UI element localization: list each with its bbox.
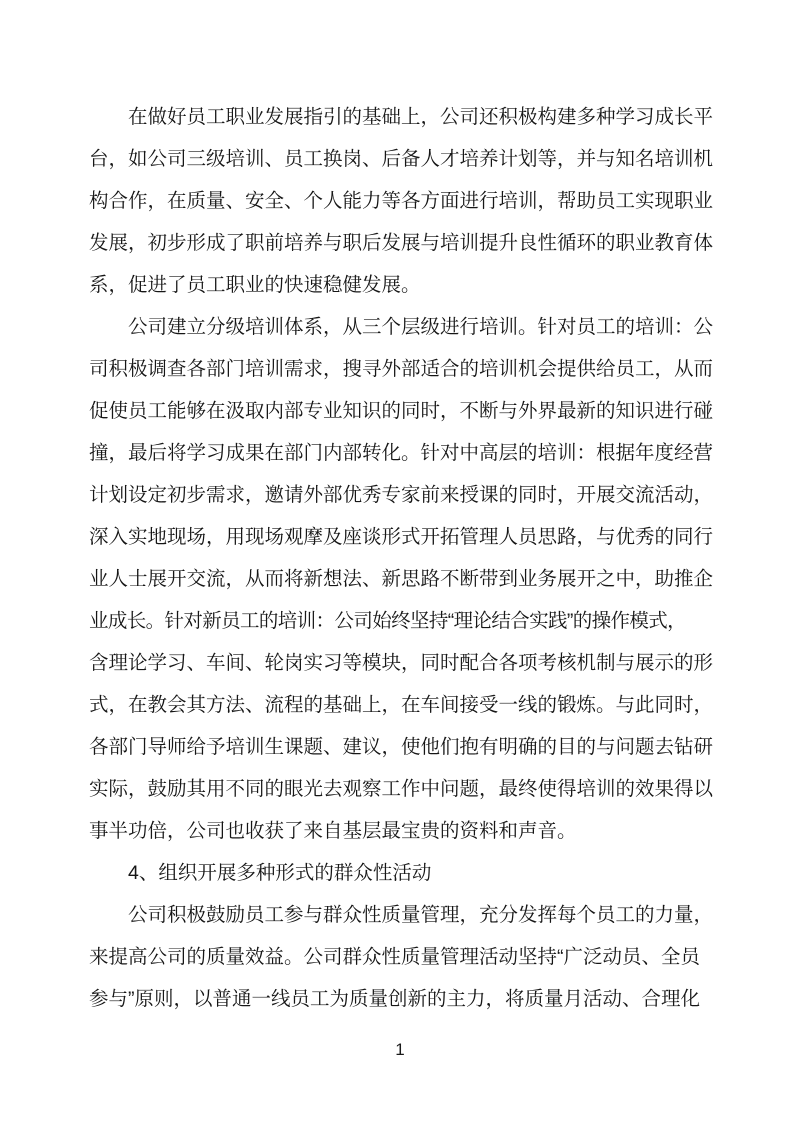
text-line: 实际，鼓励其用不同的眼光去观察工作中问题，最终使得培训的效果得以 (89, 778, 714, 800)
text-line: 来提高公司的质量效益。公司群众性质量管理活动坚持“广泛动员、全员 (89, 946, 700, 968)
text-line: 系，促进了员工职业的快速稳健发展。 (89, 274, 421, 296)
text-line: 构合作，在质量、安全、个人能力等各方面进行培训，帮助员工实现职业 (89, 190, 714, 212)
text-line: 深入实地现场，用现场观摩及座谈形式开拓管理人员思路，与优秀的同行 (89, 526, 714, 548)
text-line: 计划设定初步需求，邀请外部优秀专家前来授课的同时，开展交流活动， (89, 484, 714, 506)
text-line: 在做好员工职业发展指引的基础上，公司还积极构建多种学习成长平 (128, 106, 714, 128)
paragraph-mass-quality-management (89, 894, 713, 1020)
text-line: 业成长。针对新员工的培训：公司始终坚持“理论结合实践”的操作模式， (89, 610, 687, 632)
text-line: 台，如公司三级培训、员工换岗、后备人才培养计划等，并与知名培训机 (89, 148, 714, 170)
paragraph-career-development (89, 96, 713, 306)
text-line: 参与”原则，以普通一线员工为质量创新的主力，将质量月活动、合理化 (89, 988, 700, 1010)
page-number: 1 (395, 1040, 405, 1059)
section-heading: 4、组织开展多种形式的群众性活动 (128, 862, 432, 884)
text-line: 式，在教会其方法、流程的基础上，在车间接受一线的锻炼。与此同时， (89, 694, 714, 716)
text-line: 业人士展开交流，从而将新想法、新思路不断带到业务展开之中，助推企 (89, 568, 714, 590)
text-line: 公司建立分级培训体系，从三个层级进行培训。针对员工的培训：公 (128, 316, 714, 338)
paragraph-training-system (89, 306, 713, 852)
text-line: 含理论学习、车间、轮岗实习等模块，同时配合各项考核机制与展示的形 (89, 652, 714, 674)
text-line: 各部门导师给予培训生课题、建议，使他们抱有明确的目的与问题去钻研 (89, 736, 714, 758)
text-line: 司积极调查各部门培训需求，搜寻外部适合的培训机会提供给员工，从而 (89, 358, 714, 380)
page-body-text (89, 96, 713, 1020)
text-line: 发展，初步形成了职前培养与职后发展与培训提升良性循环的职业教育体 (89, 232, 714, 254)
text-line: 事半功倍，公司也收获了来自基层最宝贵的资料和声音。 (89, 820, 577, 842)
text-line: 公司积极鼓励员工参与群众性质量管理，充分发挥每个员工的力量， (128, 904, 714, 926)
section-heading-mass-activities (89, 852, 713, 894)
text-line: 撞，最后将学习成果在部门内部转化。针对中高层的培训：根据年度经营 (89, 442, 714, 464)
text-line: 促使员工能够在汲取内部专业知识的同时，不断与外界最新的知识进行碰 (89, 400, 714, 422)
